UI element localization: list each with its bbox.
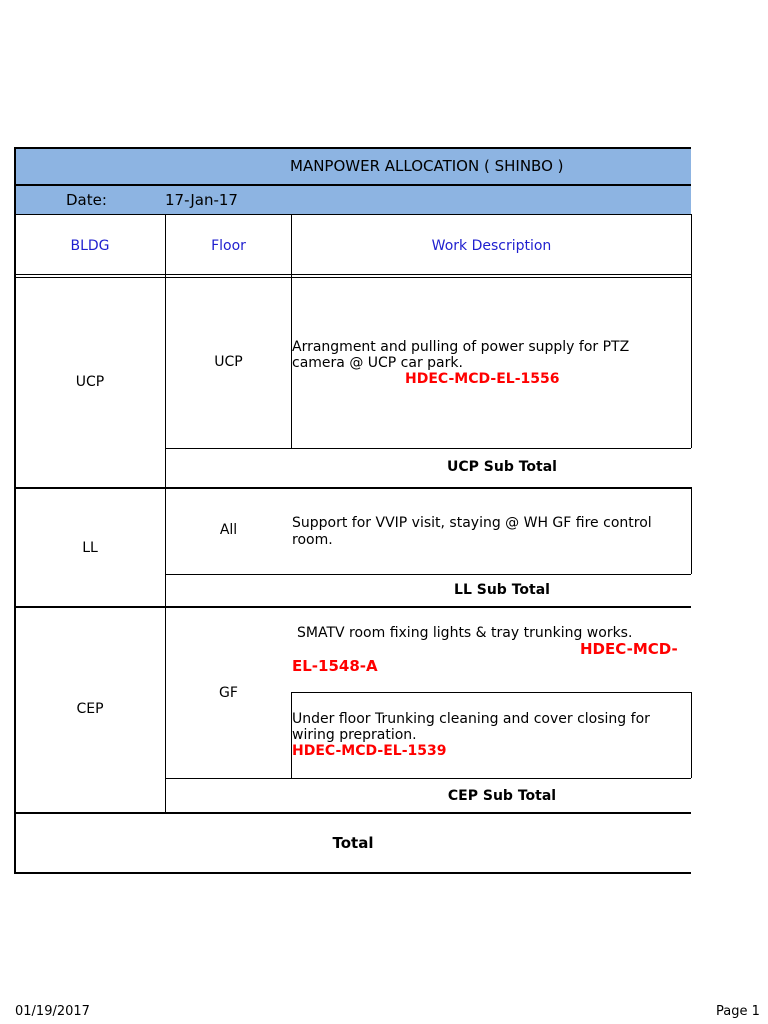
work-text: SMATV room fixing lights & tray trunking works. xyxy=(297,625,633,641)
header-floor: Floor xyxy=(211,238,246,254)
subtotal-label: LL Sub Total xyxy=(454,582,550,598)
bldg-cell: LL xyxy=(82,540,98,556)
work-description xyxy=(292,711,682,759)
date-value: 17-Jan-17 xyxy=(165,191,238,209)
bldg-cell: UCP xyxy=(75,374,105,390)
floor-cell: All xyxy=(219,522,238,538)
work-text: Arrangment and pulling of power supply for PTZ camera @ UCP car park. xyxy=(292,339,630,371)
header-bldg: BLDG xyxy=(70,238,110,254)
work-description: Support for VVIP visit, staying @ WH GF fire control room. xyxy=(292,515,652,548)
page-title: MANPOWER ALLOCATION ( SHINBO ) xyxy=(290,157,564,175)
total-label: Total xyxy=(332,834,374,852)
work-text: Under floor Trunking cleaning and cover closing for wiring prepration. xyxy=(292,711,650,743)
footer-page-number: Page 1 xyxy=(716,1004,760,1019)
work-description xyxy=(292,339,682,387)
date-label: Date: xyxy=(66,191,107,209)
header-work-description: Work Description xyxy=(431,238,552,254)
footer-date: 01/19/2017 xyxy=(15,1004,90,1019)
subtotal-label: CEP Sub Total xyxy=(447,788,557,804)
subtotal-label: UCP Sub Total xyxy=(447,459,557,475)
bldg-cell: CEP xyxy=(76,701,104,717)
date-banner xyxy=(15,186,691,214)
floor-cell: GF xyxy=(219,685,238,701)
floor-cell: UCP xyxy=(214,354,243,370)
work-reference: HDEC-MCD-EL-1548-A xyxy=(292,640,678,675)
work-reference: HDEC-MCD-EL-1539 xyxy=(292,743,447,759)
work-reference: HDEC-MCD-EL-1556 xyxy=(405,371,560,387)
